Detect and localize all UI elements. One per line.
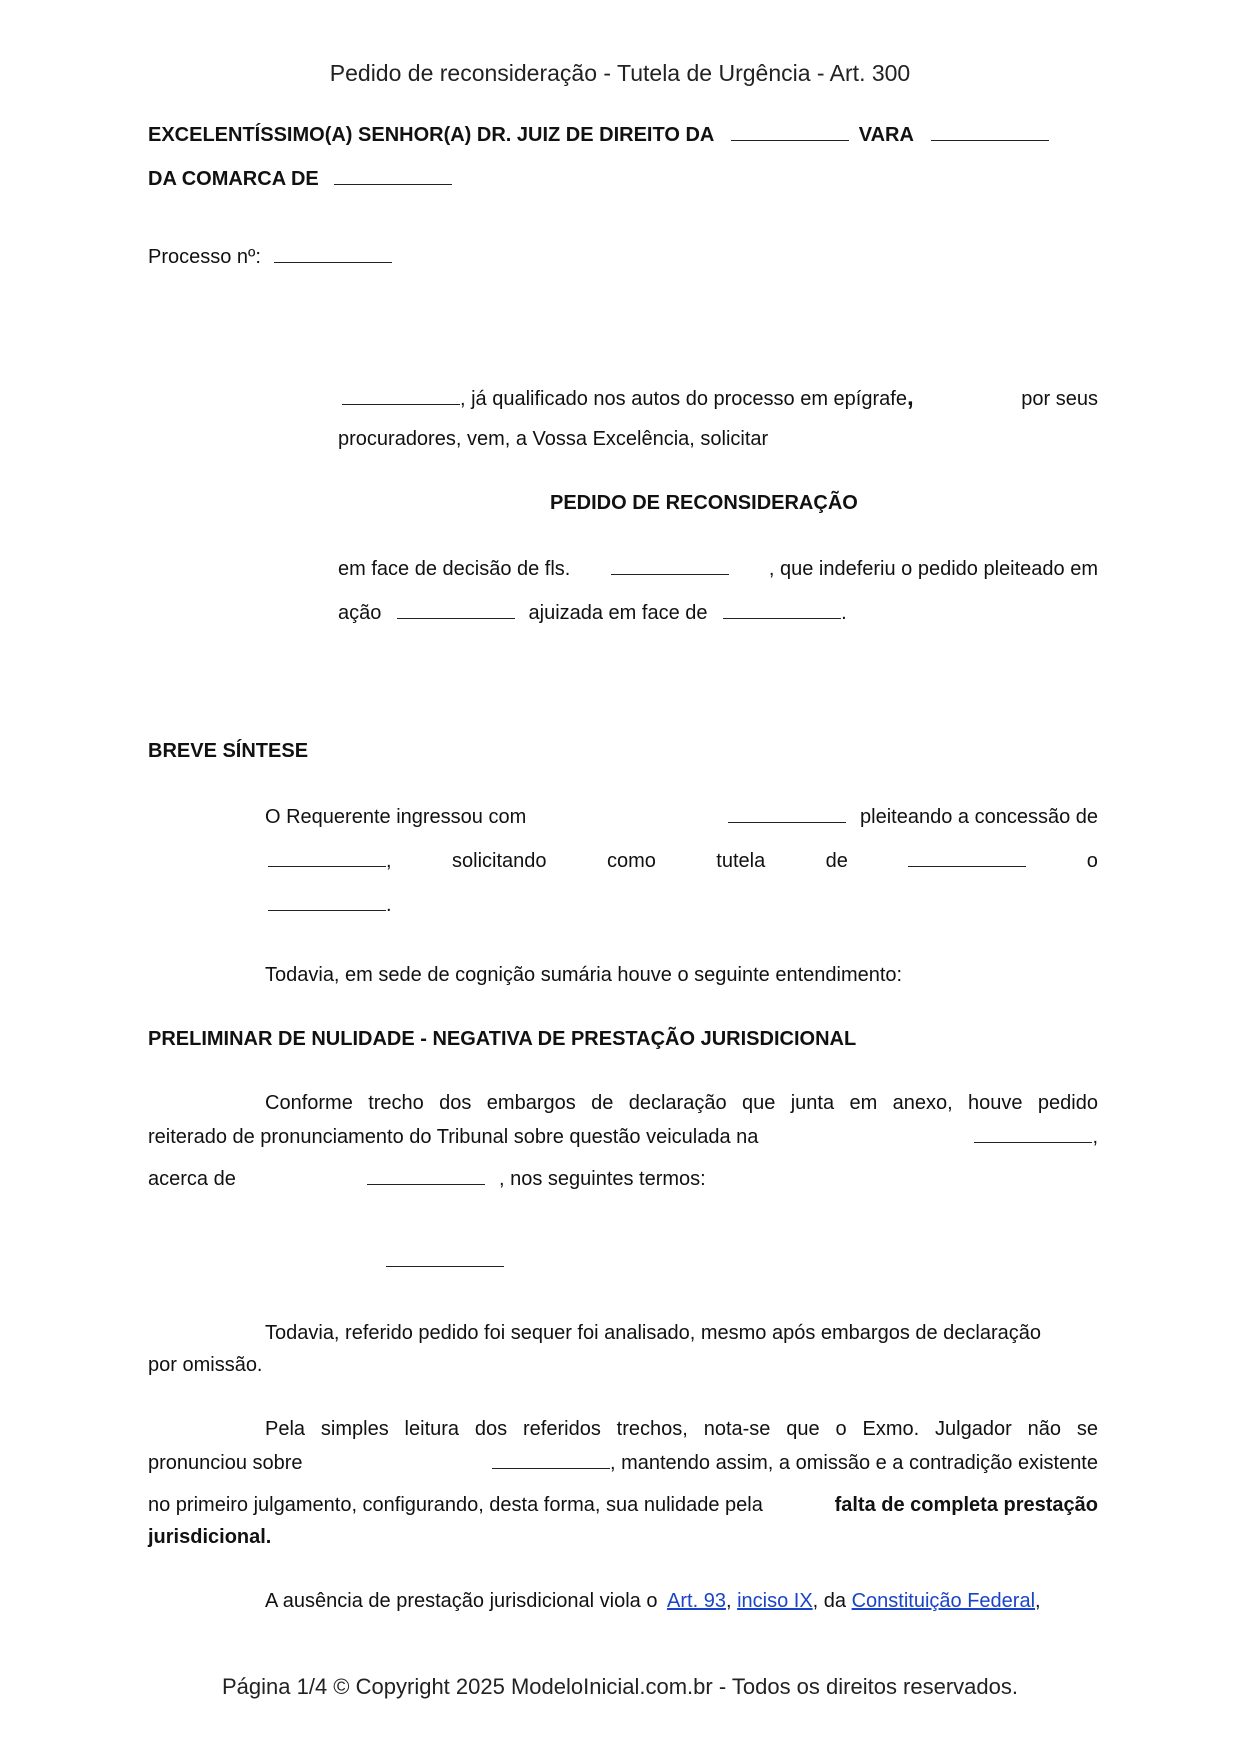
blank-citacao[interactable] — [386, 1248, 504, 1267]
preliminar-p1-line-3 — [148, 1166, 706, 1191]
preliminar-p1-line-2 — [148, 1124, 1098, 1149]
preliminar-p3-line-3 — [148, 1494, 1098, 1517]
decisao-line-1 — [338, 556, 1098, 581]
blank-tutela[interactable] — [908, 848, 1026, 867]
section-heading-preliminar: PRELIMINAR DE NULIDADE - NEGATIVA DE PRESTAÇÃO JURISDICIONAL — [148, 1028, 857, 1050]
sintese-text-2f: o — [1086, 850, 1098, 872]
sintese-text-2a: , — [386, 850, 392, 872]
processo-label: Processo nº: — [148, 246, 261, 268]
blank-vara-name[interactable] — [931, 122, 1049, 141]
sintese-text-2e: de — [825, 850, 848, 872]
preliminar-p1-text-3b: , nos seguintes termos: — [498, 1168, 706, 1190]
preliminar-p4-line-1 — [265, 1590, 1041, 1613]
document-title: Pedido de reconsideração - Tutela de Urgência - Art. 300 — [329, 60, 911, 86]
page-footer: Página 1/4 © Copyright 2025 ModeloInicial.com.br - Todos os direitos reservados. — [222, 1674, 1018, 1699]
preliminar-p3-text-3a: no primeiro julgamento, configurando, desta forma, sua nulidade pela — [148, 1494, 763, 1516]
preliminar-p2-line-2: por omissão. — [148, 1354, 263, 1376]
preliminar-p3-text-2b: , mantendo assim, a omissão e a contradição existente — [609, 1452, 1098, 1474]
blank-party-name[interactable] — [342, 386, 460, 405]
intro-comma: , — [906, 384, 914, 411]
sintese-text-3: . — [386, 894, 392, 916]
link-inciso-ix[interactable]: inciso IX — [737, 1590, 813, 1612]
sintese-text-2c: como — [606, 850, 656, 872]
decisao-line-2 — [338, 600, 847, 625]
preliminar-p2-line-1: Todavia, referido pedido foi sequer foi analisado, mesmo após embargos de declaração — [265, 1322, 1042, 1344]
preliminar-p3-line-4: jurisdicional. — [148, 1526, 272, 1548]
address-vara-label: VARA — [858, 124, 914, 146]
preliminar-p3-text-3b: falta de completa prestação — [834, 1494, 1098, 1516]
request-title: PEDIDO DE RECONSIDERAÇÃO — [550, 492, 858, 514]
preliminar-p4-text-a: A ausência de prestação jurisdicional viola o — [265, 1590, 658, 1612]
decisao-text-1b: , que indeferiu o pedido pleiteado em — [768, 558, 1098, 580]
sintese-line-2 — [268, 848, 1098, 873]
sintese-line-3 — [268, 892, 392, 917]
decisao-text-2a: ação — [338, 602, 382, 624]
sintese-line-1 — [265, 804, 1098, 829]
blank-vara-number[interactable] — [731, 122, 849, 141]
blank-comarca[interactable] — [334, 166, 452, 185]
preliminar-p4-sep-2: , da — [812, 1590, 847, 1612]
preliminar-p3-text-2a: pronunciou sobre — [148, 1452, 303, 1474]
intro-text-1: , já qualificado nos autos do processo em epígrafe — [460, 388, 907, 410]
blank-acerca[interactable] — [367, 1166, 485, 1185]
address-court-text: EXCELENTÍSSIMO(A) SENHOR(A) DR. JUIZ DE DIREITO DA — [148, 124, 714, 146]
preliminar-p1-text-2-end: , — [1092, 1126, 1098, 1148]
intro-line-1 — [338, 384, 1098, 412]
blank-concessao[interactable] — [268, 848, 386, 867]
blank-reu[interactable] — [723, 600, 841, 619]
blank-processo-number[interactable] — [274, 244, 392, 263]
blank-pronunciou[interactable] — [492, 1450, 610, 1469]
preliminar-p1-text-3a: acerca de — [148, 1168, 236, 1190]
preliminar-p3-text-1: Pela simples leitura dos referidos trechos, nota-se que o Exmo. Julgador não se — [265, 1418, 1098, 1440]
decisao-text-2b: ajuizada em face de — [528, 602, 708, 624]
preliminar-p1-line-1 — [265, 1092, 1098, 1115]
preliminar-p4-sep-3: , — [1035, 1590, 1041, 1612]
blank-acao-tipo[interactable] — [728, 804, 846, 823]
link-art-93[interactable]: Art. 93 — [667, 1590, 726, 1612]
preliminar-p3-line-1 — [265, 1418, 1098, 1441]
address-comarca-label: DA COMARCA DE — [148, 168, 319, 190]
preliminar-p4-sep-1: , — [725, 1590, 732, 1612]
address-line-2 — [148, 166, 452, 191]
decisao-text-1a: em face de decisão de fls. — [338, 558, 571, 580]
link-constituicao-federal[interactable]: Constituição Federal — [851, 1590, 1036, 1612]
blank-tutela-alt[interactable] — [268, 892, 386, 911]
citation-line — [386, 1248, 504, 1273]
preliminar-p3-line-2 — [148, 1450, 1098, 1475]
processo-line — [148, 244, 392, 269]
preliminar-p1-text-1: Conforme trecho dos embargos de declaração que junta em anexo, houve pedido — [265, 1092, 1098, 1114]
section-heading-sintese: BREVE SÍNTESE — [148, 740, 309, 762]
sintese-text-1a: O Requerente ingressou com — [265, 806, 527, 828]
sintese-text-2d: tutela — [716, 850, 766, 872]
preliminar-p1-text-2: reiterado de pronunciamento do Tribunal sobre questão veiculada na — [148, 1126, 759, 1148]
blank-fls[interactable] — [611, 556, 729, 575]
sintese-todavia: Todavia, em sede de cognição sumária houve o seguinte entendimento: — [265, 964, 903, 986]
intro-text-1-end: por seus — [1021, 388, 1098, 410]
sintese-text-1b: pleiteando a concessão de — [860, 806, 1098, 828]
address-line-1 — [148, 122, 1049, 147]
intro-line-2: procuradores, vem, a Vossa Excelência, solicitar — [338, 428, 769, 450]
decisao-text-2c: . — [841, 602, 847, 624]
blank-acao[interactable] — [397, 600, 515, 619]
blank-veiculada[interactable] — [974, 1124, 1092, 1143]
sintese-text-2b: solicitando — [452, 850, 547, 872]
